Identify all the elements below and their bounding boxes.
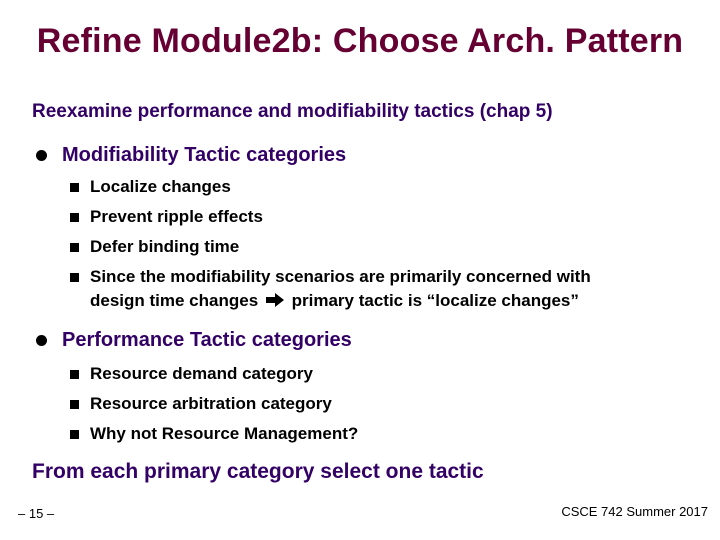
list-item-text: Localize changes xyxy=(90,177,231,196)
list-item-text xyxy=(90,265,591,313)
list-item xyxy=(70,362,313,386)
section-label: Modifiability Tactic categories xyxy=(62,144,347,166)
list-item-text: Resource demand category xyxy=(90,364,313,383)
bullet-square-icon xyxy=(70,430,79,439)
list-item-text: Prevent ripple effects xyxy=(90,207,263,226)
right-arrow-icon xyxy=(265,292,285,308)
list-item xyxy=(70,422,358,446)
bullet-dot-icon xyxy=(36,150,47,161)
list-item xyxy=(70,392,332,416)
list-item-text: Defer binding time xyxy=(90,237,240,256)
section-modifiability xyxy=(36,144,346,167)
bullet-square-icon xyxy=(70,400,79,409)
intro-heading: Reexamine performance and modifiability tactics (chap 5) xyxy=(32,101,553,122)
list-item-text: Resource arbitration category xyxy=(90,394,332,413)
list-item-text: Why not Resource Management? xyxy=(90,424,359,443)
bullet-square-icon xyxy=(70,243,79,252)
list-item-line1: Since the modifiability scenarios are primarily concerned with xyxy=(90,267,591,286)
list-item xyxy=(70,235,239,259)
bullet-square-icon xyxy=(70,183,79,192)
bullet-square-icon xyxy=(70,213,79,222)
course-label: CSCE 742 Summer 2017 xyxy=(561,504,708,519)
conclusion-heading: From each primary category select one tactic xyxy=(32,460,484,483)
page-number: – 15 – xyxy=(18,506,55,521)
bullet-square-icon xyxy=(70,273,79,282)
bullet-dot-icon xyxy=(36,335,47,346)
section-label: Performance Tactic categories xyxy=(62,329,352,351)
list-item xyxy=(70,205,263,229)
list-item-line2-after: primary tactic is “localize changes” xyxy=(291,291,579,310)
list-item xyxy=(70,175,231,199)
section-performance xyxy=(36,329,352,352)
bullet-square-icon xyxy=(70,370,79,379)
list-item-line2-before: design time changes xyxy=(90,291,259,310)
list-item xyxy=(70,265,591,313)
slide-title: Refine Module2b: Choose Arch. Pattern xyxy=(36,22,684,60)
